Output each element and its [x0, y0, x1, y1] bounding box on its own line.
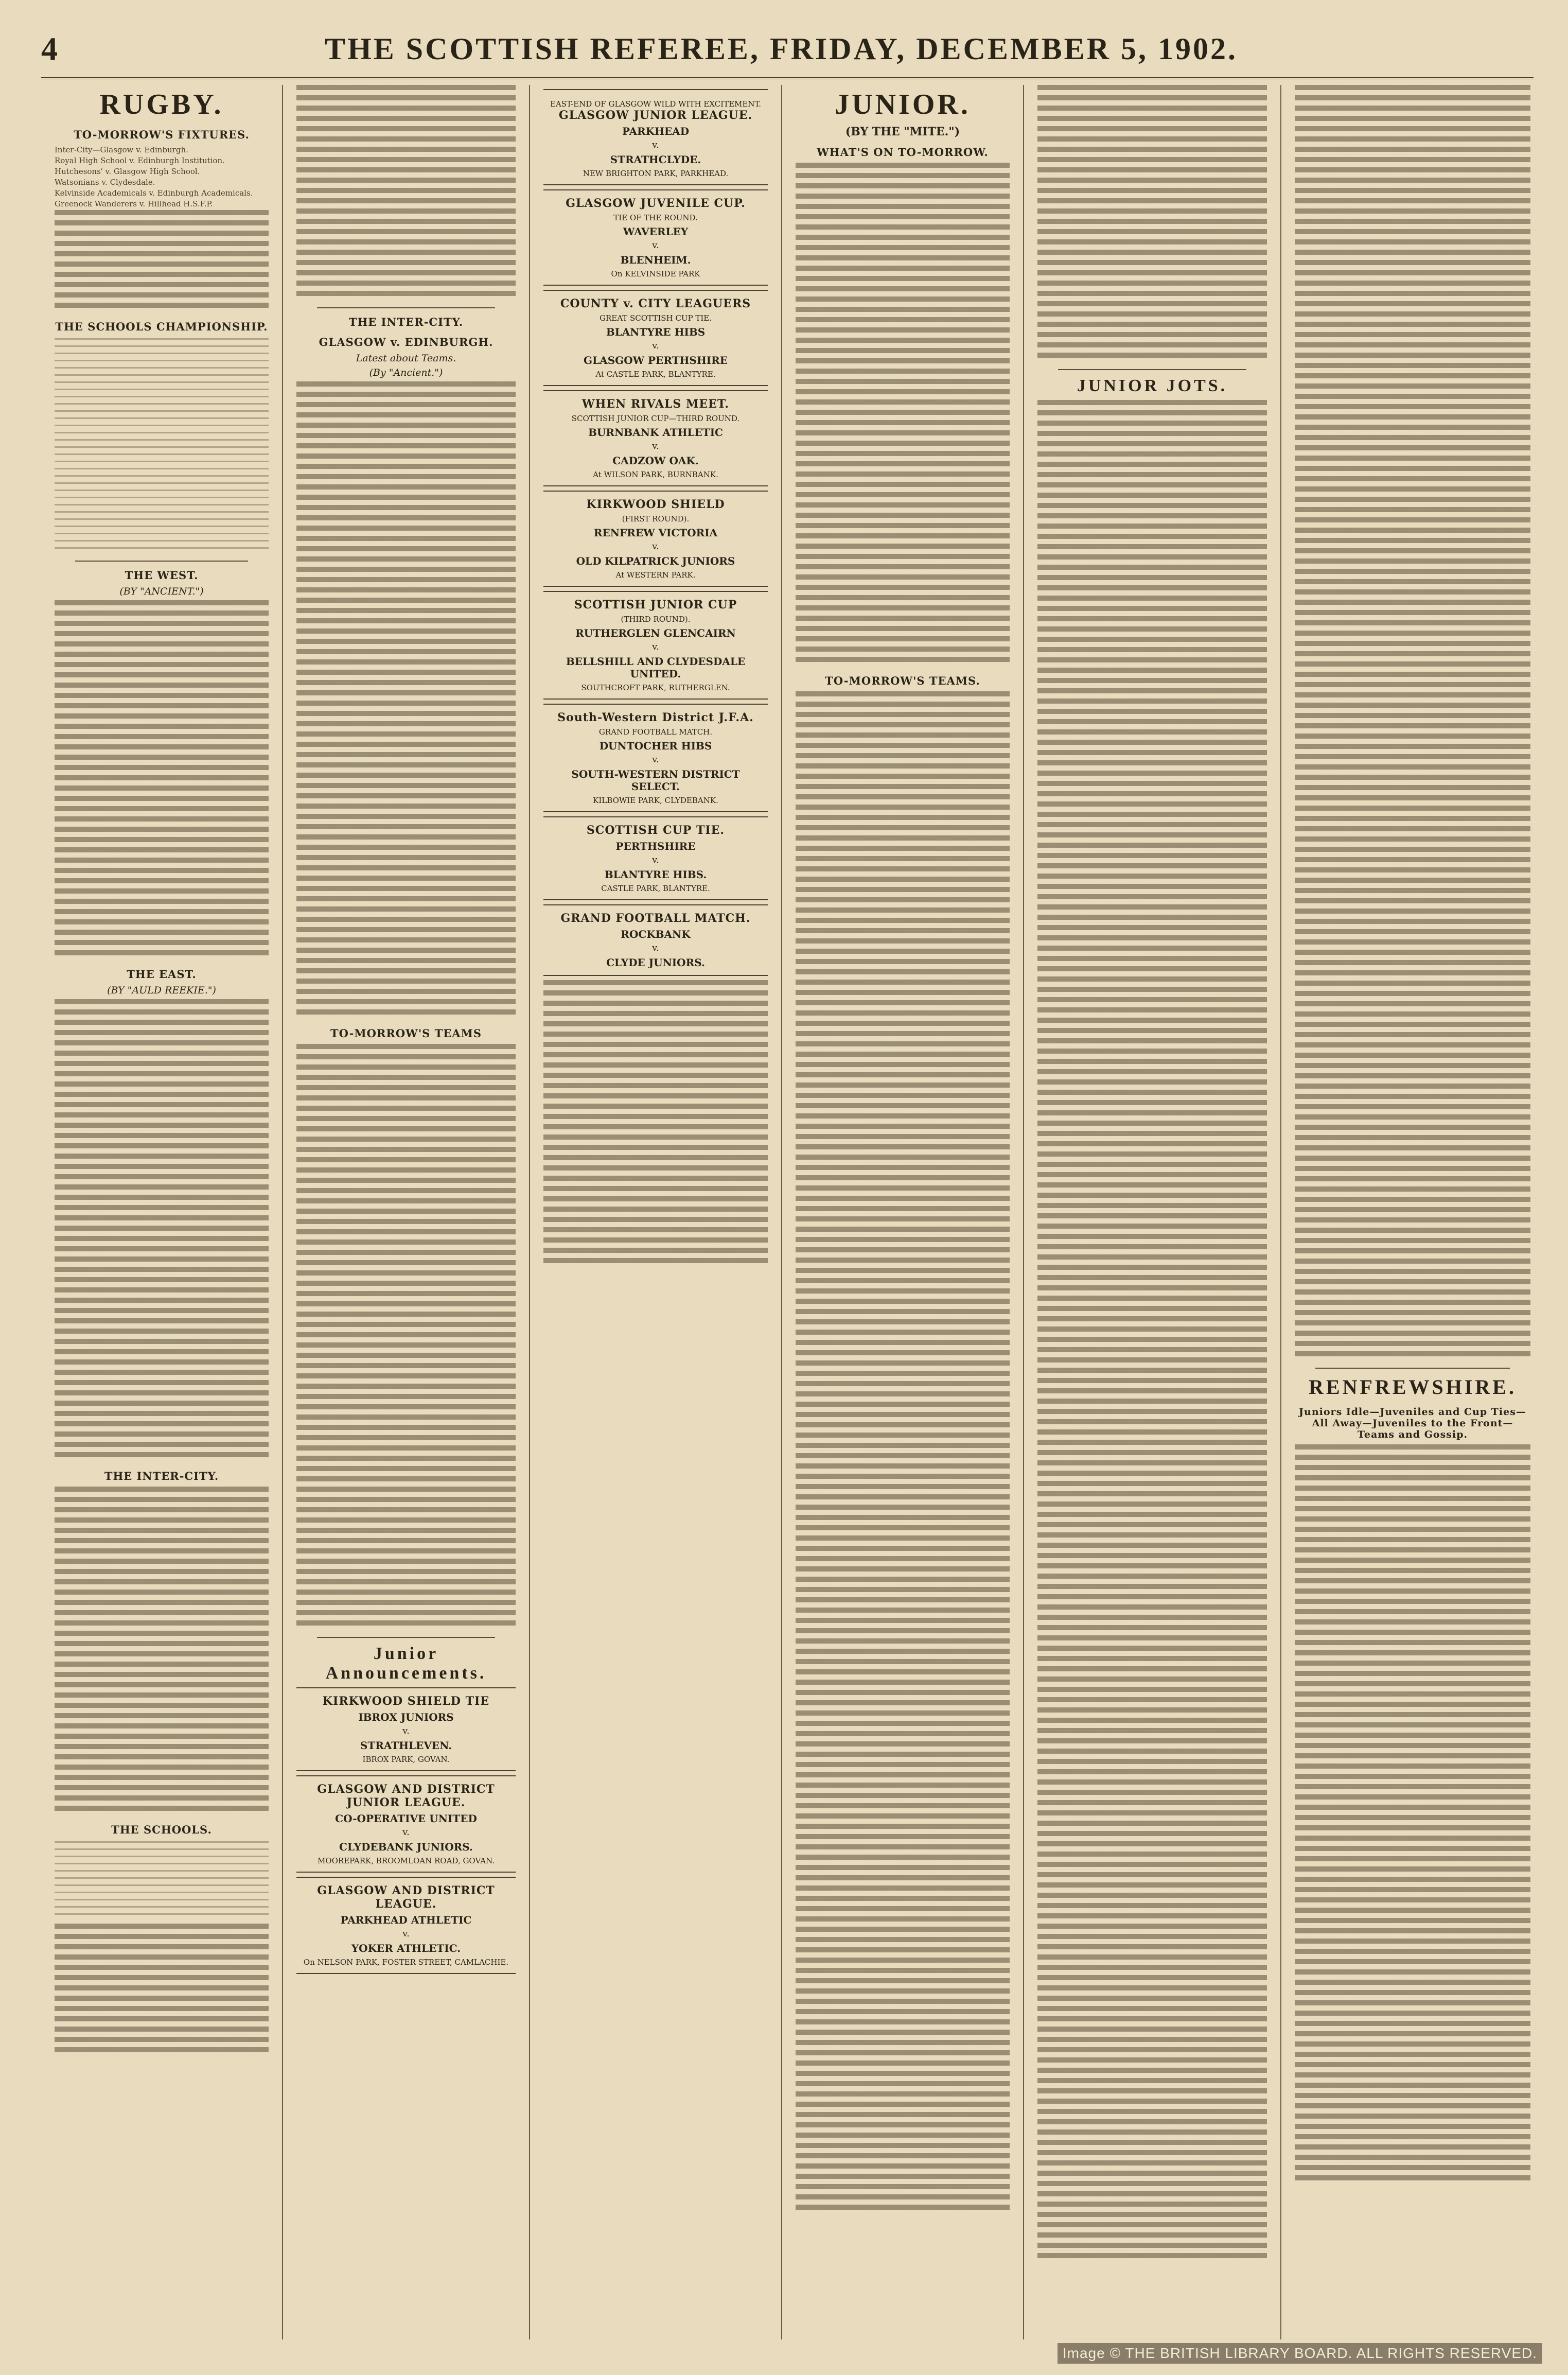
ad-headline: SCOTTISH CUP TIE.	[586, 824, 725, 837]
schools-article	[55, 1924, 269, 2057]
ad-team-away: CLYDEBANK JUNIORS.	[339, 1841, 473, 1853]
ad-team-away: BELLSHILL AND CLYDESDALE UNITED.	[566, 655, 746, 680]
ad-rockbank-clyde: GRAND FOOTBALL MATCH. ROCKBANK v. CLYDE JUNIORS.	[543, 904, 768, 976]
teams-heading: TO-MORROW'S TEAMS	[330, 1027, 482, 1040]
ad-venue: KILBOWIE PARK, CLYDEBANK.	[593, 796, 718, 805]
intercity-lead	[296, 85, 516, 301]
ad-team-home: PARKHEAD	[622, 125, 690, 137]
ad-venue: On KELVINSIDE PARK	[611, 269, 700, 278]
ad-team-home: RUTHERGLEN GLENCAIRN	[575, 627, 736, 639]
ad-venue: NEW BRIGHTON PARK, PARKHEAD.	[583, 169, 729, 178]
west-heading: THE WEST.	[125, 569, 199, 582]
ad-headline: GLASGOW AND DISTRICT LEAGUE.	[317, 1884, 495, 1911]
jots-continued	[1295, 85, 1530, 1361]
ad-headline: EAST-END OF GLASGOW WILD WITH EXCITEMENT.	[550, 99, 762, 109]
ad-headline: KIRKWOOD SHIELD TIE	[322, 1695, 490, 1708]
fixture-line: Kelvinside Academicals v. Edinburgh Academicals.	[55, 188, 253, 198]
ad-team-away: CLYDE JUNIORS.	[606, 956, 705, 969]
ad-competition: (FIRST ROUND).	[622, 514, 690, 523]
rugby-intercity-article	[55, 1487, 269, 1816]
fixture-line: Greenock Wanderers v. Hillhead H.S.F.P.	[55, 199, 213, 208]
column-junior	[782, 85, 1024, 2339]
ad-competition: GRAND FOOTBALL MATCH.	[598, 727, 713, 737]
ad-team-away: BLANTYRE HIBS.	[604, 868, 707, 881]
renfrewshire-article	[1295, 1444, 1530, 2186]
ad-team-home: DUNTOCHER HIBS	[599, 740, 712, 752]
ad-competition: GLASGOW JUNIOR LEAGUE.	[558, 109, 753, 122]
teams-list	[296, 1044, 516, 1631]
ad-team-home: PERTHSHIRE	[615, 840, 696, 852]
schools-table	[55, 1841, 269, 1918]
ad-venue: SOUTHCROFT PARK, RUTHERGLEN.	[581, 683, 730, 692]
fixtures-more	[55, 210, 269, 313]
fixture-line: Royal High School v. Edinburgh Institution.	[55, 156, 225, 165]
championship-heading: THE SCHOOLS CHAMPIONSHIP.	[55, 320, 268, 333]
ad-parkhead-athletic: GLASGOW AND DISTRICT LEAGUE. PARKHEAD ATHLETIC v. YOKER ATHLETIC. On NELSON PARK, FOSTER STREET, CAMLACHIE.	[296, 1877, 516, 1974]
ad-team-home: BLANTYRE HIBS	[606, 326, 706, 338]
ad-team-home: PARKHEAD ATHLETIC	[340, 1914, 472, 1926]
ad-competition: GREAT SCOTTISH CUP TIE.	[599, 313, 712, 323]
east-byline: (BY "AULD REEKIE.")	[107, 985, 216, 996]
junior-teams-heading: TO-MORROW'S TEAMS.	[825, 674, 980, 687]
east-heading: THE EAST.	[127, 968, 197, 981]
ad-venue: At CASTLE PARK, BLANTYRE.	[595, 370, 716, 379]
intercity-match: GLASGOW v. EDINBURGH.	[319, 336, 494, 348]
page-number: 4	[41, 30, 60, 67]
ad-team-away: BLENHEIM.	[620, 254, 691, 266]
junior-announcements-title: Junior Announcements.	[325, 1644, 487, 1683]
ad-glasgow-junior: GLASGOW AND DISTRICT JUNIOR LEAGUE. CO-OPERATIVE UNITED v. CLYDEBANK JUNIORS. MOOREPARK, BROOMLOAN ROAD, GOVAN.	[296, 1775, 516, 1873]
renfrewshire-title: RENFREWSHIRE.	[1309, 1375, 1517, 1399]
ad-team-away: CADZOW OAK.	[612, 455, 699, 467]
ad-venue: At WESTERN PARK.	[615, 570, 696, 580]
west-byline: (BY "ANCIENT.")	[119, 586, 204, 597]
ad-headline: WHEN RIVALS MEET.	[582, 397, 730, 411]
ad-headline: South-Western District J.F.A.	[557, 711, 754, 724]
ad-team-away: STRATHLEVEN.	[360, 1739, 452, 1752]
ad-headline: KIRKWOOD SHIELD	[586, 498, 725, 511]
intercity-byline: (By "Ancient.")	[369, 367, 443, 378]
divider	[317, 307, 495, 308]
rugby-title: RUGBY.	[99, 89, 224, 120]
schools-heading: THE SCHOOLS.	[111, 1823, 212, 1836]
junior-title: JUNIOR.	[835, 89, 971, 120]
ad-team-away: YOKER ATHLETIC.	[351, 1942, 461, 1954]
fixture-line: Watsonians v. Clydesdale.	[55, 178, 155, 187]
ad-perthshire-blantyre: SCOTTISH CUP TIE. PERTHSHIRE v. BLANTYRE HIBS. CASTLE PARK, BLANTYRE.	[543, 816, 768, 900]
ad-headline: GLASGOW AND DISTRICT JUNIOR LEAGUE.	[317, 1783, 495, 1809]
ad-kirkwood-tie: KIRKWOOD SHIELD TIE IBROX JUNIORS v. STRATHLEVEN. IBROX PARK, GOVAN.	[296, 1687, 516, 1771]
small-notices	[543, 980, 768, 1268]
ad-team-home: WAVERLEY	[623, 225, 689, 238]
ad-team-home: CO-OPERATIVE UNITED	[335, 1812, 477, 1825]
ad-team-away: STRATHCLYDE.	[610, 153, 701, 166]
renfrewshire-subtitle: Juniors Idle—Juveniles and Cup Ties—All Away—Juveniles to the Front—Teams and Gossip.	[1299, 1406, 1526, 1440]
ad-team-away: GLASGOW PERTHSHIRE	[584, 354, 728, 366]
ad-venue: CASTLE PARK, BLANTYRE.	[601, 884, 710, 893]
column-rugby	[41, 85, 283, 2339]
whats-on-heading: WHAT'S ON TO-MORROW.	[817, 146, 989, 159]
ad-duntocher-select: South-Western District J.F.A. GRAND FOOTBALL MATCH. DUNTOCHER HIBS v. SOUTH-WESTERN DISTRICT SELECT. KILBOWIE PARK, CLYDEBANK.	[543, 704, 768, 812]
column-jots	[1024, 85, 1281, 2339]
ad-venue: MOOREPARK, BROOMLOAN ROAD, GOVAN.	[317, 1856, 495, 1865]
ad-venue: On NELSON PARK, FOSTER STREET, CAMLACHIE.	[303, 1958, 509, 1967]
ad-competition: SCOTTISH JUNIOR CUP—THIRD ROUND.	[571, 414, 740, 423]
ad-headline: GLASGOW JUVENILE CUP.	[566, 197, 746, 210]
fixture-line: Hutchesons' v. Glasgow High School.	[55, 167, 200, 176]
east-article	[55, 999, 269, 1462]
ad-team-away: OLD KILPATRICK JUNIORS	[576, 555, 735, 567]
junior-byline: (BY THE "MITE.")	[845, 125, 960, 138]
west-article	[55, 600, 269, 961]
divider	[317, 1637, 495, 1638]
intercity-latest: Latest about Teams.	[356, 353, 456, 364]
divider	[1315, 1368, 1510, 1369]
ad-venue: At WILSON PARK, BURNBANK.	[593, 470, 718, 479]
jots-article	[1037, 400, 1267, 2263]
image-credit: Image © THE BRITISH LIBRARY BOARD. ALL RIGHTS RESERVED.	[1058, 2343, 1542, 2364]
column-renfrewshire	[1281, 85, 1544, 2339]
ad-renfrew-kilpatrick: KIRKWOOD SHIELD (FIRST ROUND). RENFREW VICTORIA v. OLD KILPATRICK JUNIORS At WESTERN PARK.	[543, 491, 768, 587]
column-adverts	[530, 85, 782, 2339]
fixture-line: Inter-City—Glasgow v. Edinburgh.	[55, 145, 188, 154]
ad-competition: (THIRD ROUND).	[621, 615, 691, 624]
column-intercity	[283, 85, 530, 2339]
ad-team-home: RENFREW VICTORIA	[593, 527, 718, 539]
ad-headline: COUNTY v. CITY LEAGUERS	[560, 297, 751, 310]
masthead	[41, 21, 1534, 79]
championship-table	[55, 338, 269, 554]
ad-burnbank-cadzow: WHEN RIVALS MEET. SCOTTISH JUNIOR CUP—THIRD ROUND. BURNBANK ATHLETIC v. CADZOW OAK. At WILSON PARK, BURNBANK.	[543, 390, 768, 486]
ad-parkhead-strathclyde: EAST-END OF GLASGOW WILD WITH EXCITEMENT. GLASGOW JUNIOR LEAGUE. PARKHEAD v. STRATHCLYDE. NEW BRIGHTON PARK, PARKHEAD.	[543, 89, 768, 185]
intercity-article	[296, 381, 516, 1020]
fixtures-heading: TO-MORROW'S FIXTURES.	[74, 128, 250, 141]
divider	[1058, 369, 1246, 370]
fixtures-list	[796, 163, 1010, 667]
ad-rutherglen-bellshill: SCOTTISH JUNIOR CUP (THIRD ROUND). RUTHERGLEN GLENCAIRN v. BELLSHILL AND CLYDESDALE UNITED. SOUTHCROFT PARK, RUTHERGLEN.	[543, 591, 768, 700]
ad-competition: TIE OF THE ROUND.	[613, 213, 698, 222]
divider	[75, 561, 248, 562]
jots-title: JUNIOR JOTS.	[1077, 376, 1228, 395]
ad-venue: IBROX PARK, GOVAN.	[362, 1755, 450, 1764]
ad-team-home: BURNBANK ATHLETIC	[588, 426, 723, 439]
teams-continued	[1037, 85, 1267, 363]
ad-team-home: ROCKBANK	[621, 928, 691, 940]
intercity-heading: THE INTER-CITY.	[348, 316, 464, 328]
rugby-intercity-heading: THE INTER-CITY.	[104, 1470, 219, 1482]
ad-headline: SCOTTISH JUNIOR CUP	[574, 598, 737, 612]
ad-blantyre-perthshire: COUNTY v. CITY LEAGUERS GREAT SCOTTISH CUP TIE. BLANTYRE HIBS v. GLASGOW PERTHSHIRE At CASTLE PARK, BLANTYRE.	[543, 290, 768, 386]
columns	[41, 85, 1544, 2339]
ad-team-home: IBROX JUNIORS	[358, 1711, 454, 1723]
ad-headline: GRAND FOOTBALL MATCH.	[560, 912, 751, 925]
ad-waverley-blenheim: GLASGOW JUVENILE CUP. TIE OF THE ROUND. WAVERLEY v. BLENHEIM. On KELVINSIDE PARK	[543, 189, 768, 286]
junior-teams-list	[796, 691, 1010, 2215]
ad-team-away: SOUTH-WESTERN DISTRICT SELECT.	[571, 768, 740, 793]
newspaper-title: THE SCOTTISH REFEREE, FRIDAY, DECEMBER 5, 1902.	[325, 31, 1238, 66]
